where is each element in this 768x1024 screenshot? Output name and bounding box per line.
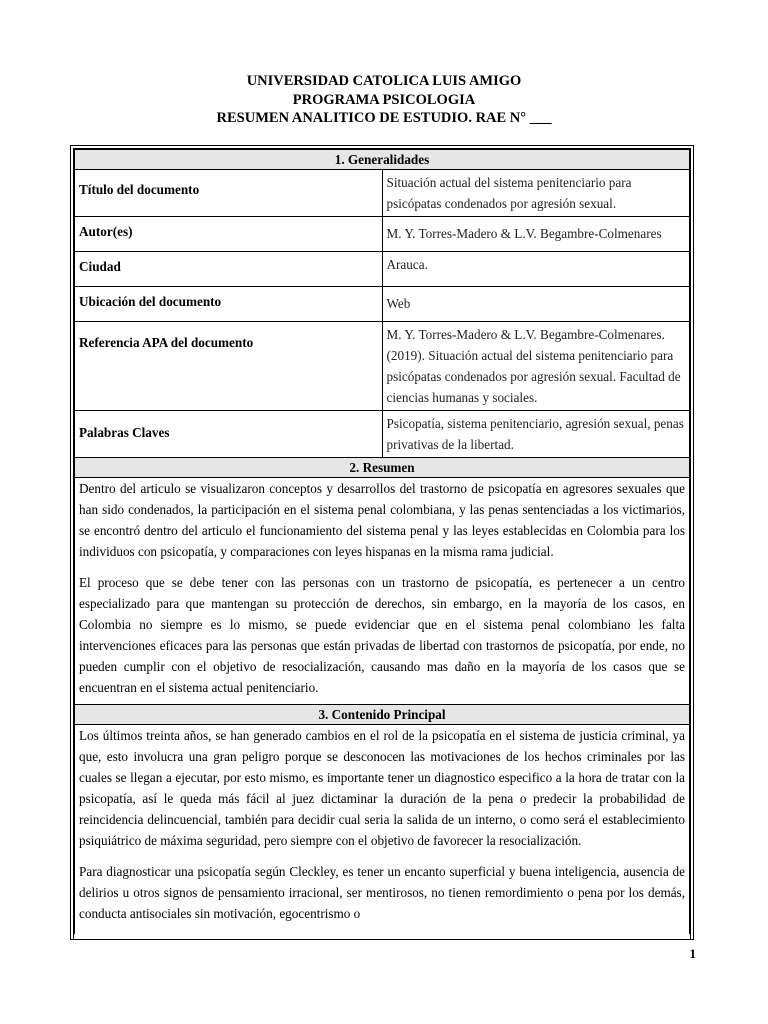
- table-row: [75, 411, 690, 458]
- section-title-contenido: 3. Contenido Principal: [75, 705, 690, 725]
- resumen-paragraph: Dentro del articulo se visualizaron conceptos y desarrollos del trastorno de psicopatía en agresores sexuales que han sido condenados, la participación en el sistema penal colombiana, y las penas sentenciadas a los victimarios, se encontró dentro del articulo el funcionamiento del sistema penal y las leyes establecidas en Colombia para los individuos con psicopatía, y comparaciones con leyes hispanas en la misma rama judicial.: [79, 481, 685, 559]
- section-title-generalidades: 1. Generalidades: [75, 150, 690, 170]
- program-name: PROGRAMA PSICOLOGIA: [292, 91, 476, 108]
- value-ubicacion: Web: [382, 287, 690, 322]
- document-header: [0, 72, 768, 128]
- rae-form: [70, 145, 694, 940]
- table-row: [75, 287, 690, 322]
- value-autores: M. Y. Torres-Madero & L.V. Begambre-Colmenares: [382, 217, 690, 252]
- label-referencia: Referencia APA del documento: [75, 322, 383, 411]
- contenido-body: [75, 725, 690, 935]
- label-autores: Autor(es): [75, 217, 383, 252]
- section-title-resumen: 2. Resumen: [75, 458, 690, 478]
- document-type-title: RESUMEN ANALITICO DE ESTUDIO. RAE N° ___: [216, 110, 552, 126]
- value-referencia: M. Y. Torres-Madero & L.V. Begambre-Colmenares. (2019). Situación actual del sistema penitenciario para psicópatas condenados por agresión sexual. Facultad de ciencias humanas y sociales.: [382, 322, 690, 411]
- value-ciudad: Arauca.: [382, 252, 690, 287]
- contenido-paragraph: Los últimos treinta años, se han generado cambios en el rol de la psicopatía en el sistema de justicia criminal, ya que, esto involucra una gran peligro porque se desconocen las motivaciones de los hechos criminales por las cuales se llegan a ejecutar, por esto mismo, es importante tener un diagnostico especifico a la hora de tratar con la psicopatía, así le queda más fácil al juez dictaminar la duración de la pena o predecir la probabilidad de reincidencia delincuencial, también para decidir cual seria la salida de un interno, o como será el establecimiento psiquiátrico de máxima seguridad, pero siempre con el objetivo de favorecer la resocialización.: [79, 728, 685, 848]
- label-titulo: Título del documento: [75, 170, 383, 217]
- table-row: [75, 217, 690, 252]
- table-row: [75, 252, 690, 287]
- page-number: 1: [689, 946, 696, 961]
- generalidades-table: [74, 149, 690, 934]
- contenido-paragraph: Para diagnosticar una psicopatía según Cleckley, es tener un encanto superficial y buena inteligencia, ausencia de delirios u otros signos de pensamiento irracional, ser mentirosos, no tienen remordimiento o pena por los demás, conducta antisociales sin motivación, egocentrismo o: [79, 864, 685, 921]
- rae-form-inner: [73, 148, 691, 939]
- university-name: UNIVERSIDAD CATOLICA LUIS AMIGO: [246, 73, 522, 89]
- resumen-body: [75, 478, 690, 705]
- label-palabras-claves: Palabras Claves: [75, 411, 383, 458]
- value-titulo: Situación actual del sistema penitenciario para psicópatas condenados por agresión sexual.: [382, 170, 690, 217]
- value-palabras-claves: Psicopatía, sistema penitenciario, agresión sexual, penas privativas de la libertad.: [382, 411, 690, 458]
- table-row: [75, 170, 690, 217]
- label-ubicacion: Ubicación del documento: [75, 287, 383, 322]
- table-row: [75, 322, 690, 411]
- label-ciudad: Ciudad: [75, 252, 383, 287]
- resumen-paragraph: El proceso que se debe tener con las personas con un trastorno de psicopatía, es pertenecer a un centro especializado para que mantengan su protección de derechos, sin embargo, en la mayoría de los casos, en Colombia no siempre es lo mismo, se puede evidenciar que en el sistema penal colombiano les falta intervenciones eficaces para las personas que están privadas de libertad con trastornos de psicopatía, por ende, no pueden cumplir con el objetivo de resocialización, causando mas daño en la mayoría de los casos que se encuentran en el sistema actual penitenciario.: [79, 575, 685, 695]
